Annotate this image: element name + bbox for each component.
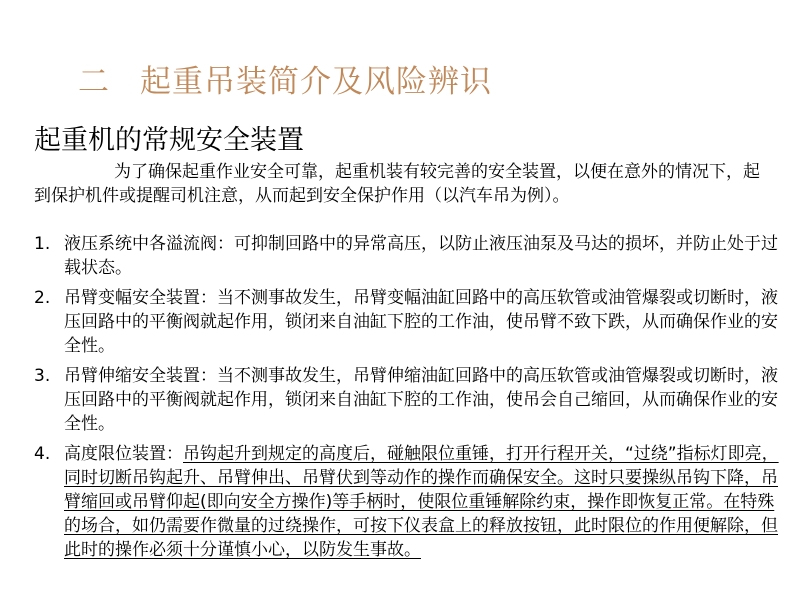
- list-item-label: 液压系统中各溢流阀：: [64, 234, 234, 254]
- list-item: [34, 364, 779, 436]
- list-item-label: 吊臂变幅安全装置：: [64, 288, 217, 308]
- intro-text: 为了确保起重作业安全可靠，起重机装有较完善的安全装置，以便在意外的情况下，起到保护机件或提醒司机注意，从而起到安全保护作用（以汽车吊为例）。: [34, 162, 760, 206]
- list-item-number: 1.: [34, 234, 51, 254]
- list-item-text: 当不测事故发生，吊臂变幅油缸回路中的高压软管或油管爆裂或切断时，液压回路中的平衡阀就起作用，锁闭来自油缸下腔的工作油，使吊臂不致下跌，从而确保作业的安全性。: [64, 288, 778, 356]
- list-item-number: 3.: [34, 366, 51, 386]
- list-item-label: 吊臂伸缩安全装置：: [64, 366, 217, 386]
- slide-title-text: 起重吊装简介及风险辨识: [140, 64, 492, 100]
- slide-title-number: 二: [78, 64, 110, 100]
- intro-paragraph: [34, 160, 774, 208]
- list-item: [34, 442, 779, 562]
- list-item: [34, 232, 779, 280]
- list-item-number: 4.: [34, 444, 51, 464]
- list-item-number: 2.: [34, 288, 51, 308]
- list-item-text: 当不测事故发生，吊臂伸缩油缸回路中的高压软管或油管爆裂或切断时，液压回路中的平衡阀就起作用，锁闭来自油缸下腔的工作油，使吊会自己缩回，从而确保作业的安全性。: [64, 366, 778, 434]
- list-item-text: 可抑制回路中的异常高压，以防止液压油泵及马达的损坏，并防止处于过载状态。: [64, 234, 778, 278]
- list-item-label: 高度限位装置：: [64, 444, 183, 464]
- list-item: [34, 286, 779, 358]
- list-item-text-underlined: 吊钩起升到规定的高度后，碰触限位重锤，打开行程开关，“过绕”指标灯即亮，同时切断吊钩起升、吊臂伸出、吊臂伏到等动作的操作而确保安全。这时只要操纵吊钩下降，吊臂缩回或吊臂仰起(即向安全方操作)等手柄时，使限位重锤解除约束，操作即恢复正常。在特殊的场合，如仍需要作微量的过绕操作，可按下仪表盒上的释放按钮，此时限位的作用便解除，但此时的操作必须十分谨慎小心，以防发生事故。: [64, 444, 779, 560]
- safety-device-list: [34, 232, 779, 568]
- section-heading: 起重机的常规安全装置: [34, 125, 304, 156]
- slide-title: [78, 56, 492, 101]
